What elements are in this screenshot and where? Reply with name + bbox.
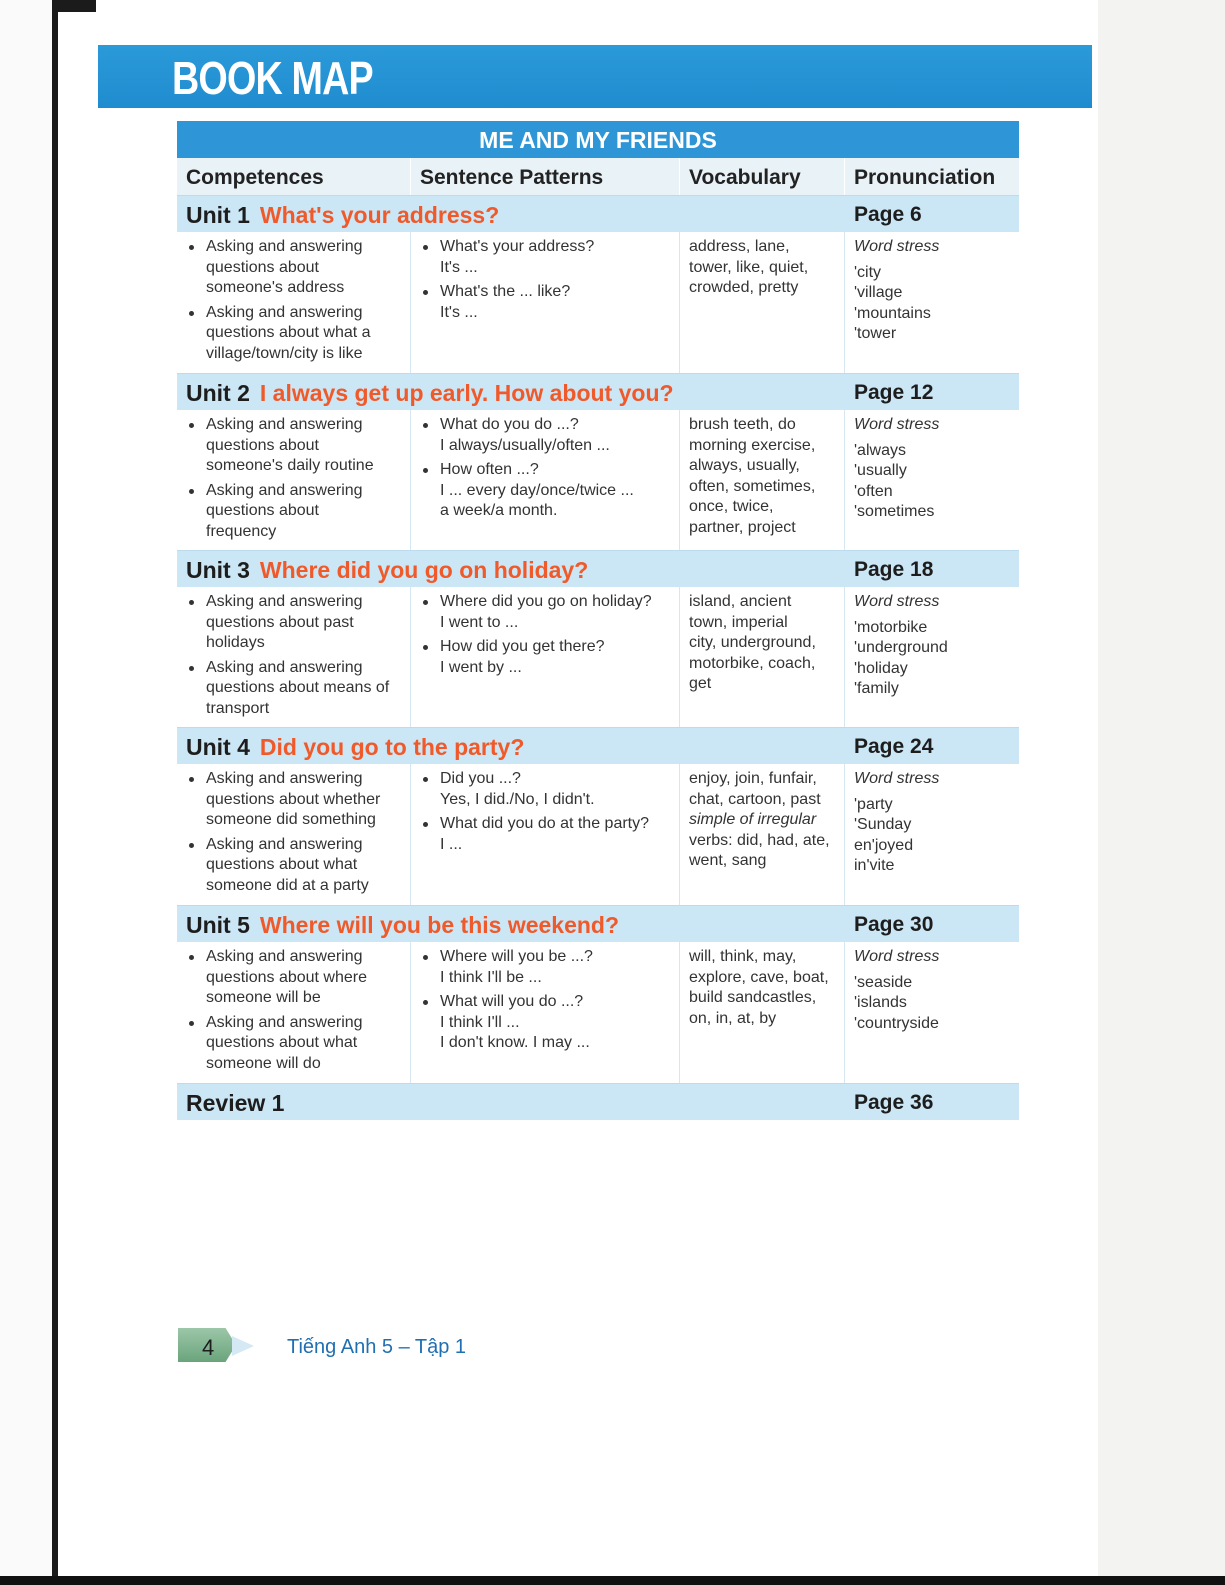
competence-item: Asking and answering questions about what someone will do	[186, 1013, 404, 1075]
unit-number: Unit 3	[186, 557, 250, 583]
unit-patterns	[411, 410, 680, 550]
theme-heading: ME AND MY FRIENDS	[177, 121, 1019, 158]
pattern-item: Where will you be ...? I think I'll be ...	[420, 947, 673, 988]
unit-pronunciation	[845, 232, 1019, 373]
stress-word: 'Sunday	[854, 816, 912, 833]
unit-competences	[177, 232, 411, 373]
stress-word: 'sometimes	[854, 503, 935, 520]
unit-competences	[177, 410, 411, 550]
scan-bottom-edge	[0, 1576, 1225, 1585]
page-number: 4	[202, 1335, 215, 1360]
unit-patterns	[411, 764, 680, 905]
page-title: BOOK MAP	[172, 52, 373, 104]
unit-patterns	[411, 942, 680, 1083]
stress-word: 'city	[854, 263, 882, 281]
scan-right-edge	[1098, 0, 1225, 1585]
scan-top-mark	[56, 0, 96, 12]
stress-word: 'seaside	[854, 973, 913, 991]
scan-left-edge	[0, 0, 58, 1585]
stress-word: in'vite	[854, 857, 895, 874]
stress-word: 'tower	[854, 325, 897, 342]
competence-item: Asking and answering questions about means of transport	[186, 658, 404, 720]
unit-5-header	[177, 905, 1019, 942]
column-header-pronunciation: Pronunciation	[854, 166, 996, 189]
word-stress-label: Word stress	[854, 238, 940, 255]
unit-1-header	[177, 195, 1019, 232]
book-map-table	[177, 121, 1019, 1120]
unit-competences	[177, 587, 411, 727]
unit-page: Page 24	[854, 735, 934, 758]
column-header-sentence-patterns: Sentence Patterns	[411, 158, 680, 195]
pattern-item: What did you do at the party? I ...	[420, 814, 673, 855]
competence-item: Asking and answering questions about someone's address	[186, 237, 404, 299]
stress-word: 'village	[854, 284, 903, 301]
review-page: Page 36	[854, 1091, 934, 1114]
unit-pronunciation	[845, 764, 1019, 905]
unit-vocabulary: will, think, may, explore, cave, boat, build sandcastles, on, in, at, by	[680, 942, 845, 1083]
competence-item: Asking and answering questions about where someone will be	[186, 947, 404, 1009]
stress-word: 'motorbike	[854, 618, 928, 636]
pattern-item: How did you get there? I went by ...	[420, 637, 673, 678]
unit-1-body	[177, 232, 1019, 373]
page-tab-arrow-icon	[232, 1336, 254, 1356]
pattern-item: Where did you go on holiday? I went to ...	[420, 592, 673, 633]
competence-item: Asking and answering questions about frequency	[186, 481, 404, 543]
stress-word: 'always	[854, 441, 906, 459]
unit-pronunciation	[845, 410, 1019, 550]
stress-word: en'joyed	[854, 836, 914, 854]
word-stress-label: Word stress	[854, 770, 940, 787]
book-map-banner	[98, 45, 1092, 108]
unit-5-body	[177, 942, 1019, 1083]
unit-vocabulary: enjoy, join, funfair, chat, cartoon, past simple of irregular verbs: did, had, ate, went, sang	[680, 764, 845, 905]
column-header-vocabulary: Vocabulary	[680, 158, 845, 195]
review-label: Review 1	[186, 1090, 285, 1116]
competence-item: Asking and answering questions about someone's daily routine	[186, 415, 404, 477]
unit-2-body	[177, 410, 1019, 550]
unit-vocabulary: address, lane, tower, like, quiet, crowded, pretty	[680, 232, 845, 373]
unit-3-body	[177, 587, 1019, 727]
column-headers	[177, 158, 1019, 195]
stress-word: 'usually	[854, 462, 907, 479]
book-title: Tiếng Anh 5 – Tập 1	[287, 1336, 467, 1358]
competence-item: Asking and answering questions about what someone did at a party	[186, 835, 404, 897]
unit-title: What's your address?	[259, 202, 500, 228]
scan-edge-line	[52, 0, 58, 1585]
unit-2-header	[177, 373, 1019, 410]
unit-patterns	[411, 587, 680, 727]
unit-title: I always get up early. How about you?	[259, 380, 674, 406]
word-stress-label: Word stress	[854, 948, 940, 965]
pattern-item: What's the ... like? It's ...	[420, 282, 673, 323]
unit-competences	[177, 764, 411, 905]
unit-title: Where will you be this weekend?	[259, 912, 620, 938]
stress-word: 'countryside	[854, 1014, 939, 1032]
unit-number: Unit 1	[186, 202, 250, 228]
unit-pronunciation	[845, 587, 1019, 727]
unit-page: Page 18	[854, 558, 934, 581]
unit-4-header	[177, 727, 1019, 764]
stress-word: 'holiday	[854, 659, 908, 677]
unit-page: Page 30	[854, 913, 934, 936]
pattern-item: What do you do ...? I always/usually/often ...	[420, 415, 673, 456]
word-stress-label: Word stress	[854, 416, 940, 433]
unit-4-body	[177, 764, 1019, 905]
pattern-item: How often ...? I ... every day/once/twice ... a week/a month.	[420, 460, 673, 522]
pattern-item: What will you do ...? I think I'll ... I don't know. I may ...	[420, 992, 673, 1054]
stress-word: 'islands	[854, 994, 907, 1011]
unit-vocabulary: brush teeth, do morning exercise, always, usually, often, sometimes, once, twice, partner, project	[680, 410, 845, 550]
unit-title: Did you go to the party?	[259, 734, 525, 760]
competence-item: Asking and answering questions about past holidays	[186, 592, 404, 654]
stress-word: 'underground	[854, 639, 948, 656]
review-header	[177, 1083, 1019, 1120]
competence-item: Asking and answering questions about whether someone did something	[186, 769, 404, 831]
unit-competences	[177, 942, 411, 1083]
unit-number: Unit 4	[186, 734, 250, 760]
word-stress-label: Word stress	[854, 593, 940, 610]
unit-vocabulary: island, ancient town, imperial city, underground, motorbike, coach, get	[680, 587, 845, 727]
unit-title: Where did you go on holiday?	[259, 557, 589, 583]
unit-page: Page 12	[854, 381, 934, 404]
pattern-item: Did you ...? Yes, I did./No, I didn't.	[420, 769, 673, 810]
unit-number: Unit 5	[186, 912, 250, 938]
unit-number: Unit 2	[186, 380, 250, 406]
stress-word: 'often	[854, 482, 893, 500]
stress-word: 'mountains	[854, 304, 931, 322]
pattern-item: What's your address? It's ...	[420, 237, 673, 278]
unit-page: Page 6	[854, 203, 922, 226]
stress-word: 'family	[854, 680, 899, 697]
competence-item: Asking and answering questions about what a village/town/city is like	[186, 303, 404, 365]
stress-word: 'party	[854, 795, 893, 813]
unit-pronunciation	[845, 942, 1019, 1083]
unit-patterns	[411, 232, 680, 373]
unit-3-header	[177, 550, 1019, 587]
column-header-competences: Competences	[177, 158, 411, 195]
